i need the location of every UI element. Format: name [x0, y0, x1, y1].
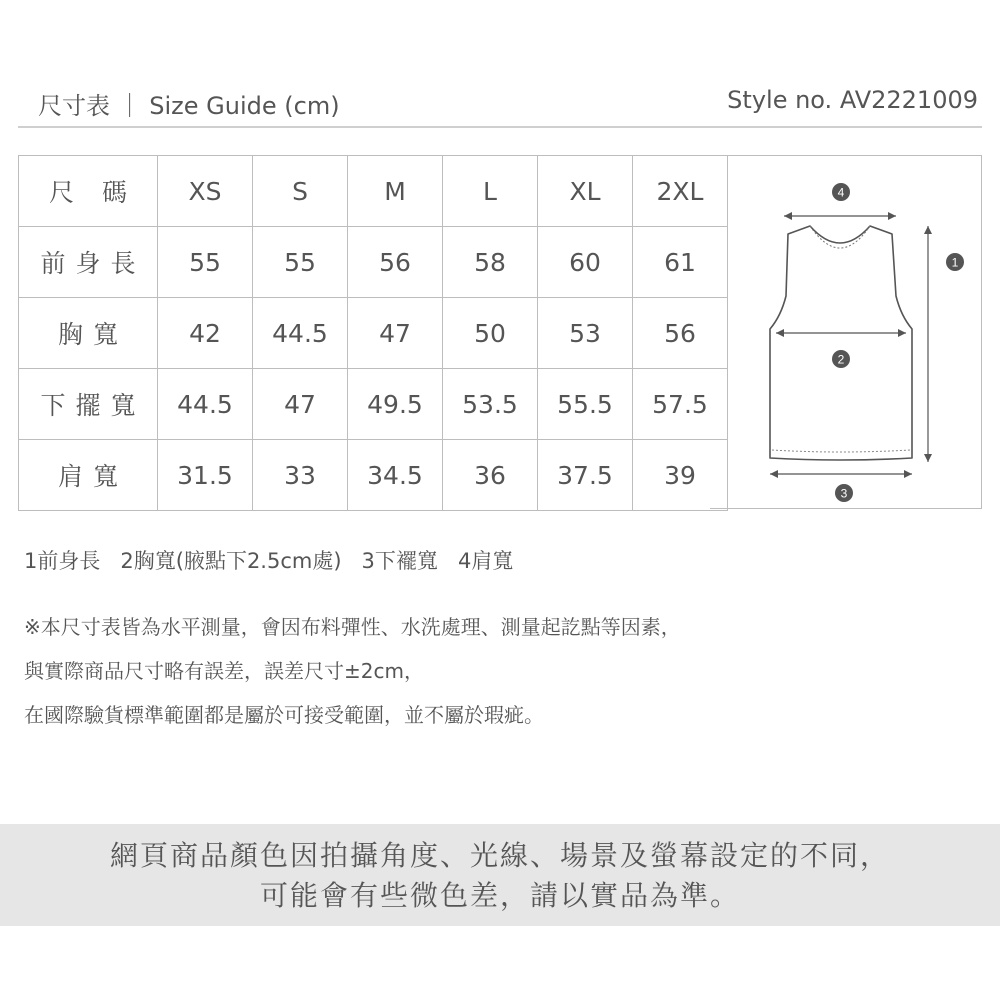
table-cell: 53.5: [443, 369, 538, 440]
row-label: 胸寬: [19, 298, 158, 369]
table-cell: 60: [538, 227, 633, 298]
tank-top-outline-icon: [710, 156, 982, 510]
table-cell: 47: [348, 298, 443, 369]
table-row: [19, 369, 728, 440]
table-cell: 39: [633, 440, 728, 511]
corner-header: 尺 碼: [19, 156, 158, 227]
table-cell: 47: [253, 369, 348, 440]
page-title: 尺寸表 ｜ Size Guide (cm): [38, 92, 340, 120]
table-cell: 37.5: [538, 440, 633, 511]
table-cell: 61: [633, 227, 728, 298]
table-header-row: [19, 156, 728, 227]
table-cell: 58: [443, 227, 538, 298]
row-label: 下擺寬: [19, 369, 158, 440]
table-cell: 42: [158, 298, 253, 369]
note-line: 在國際驗貨標準範圍都是屬於可接受範圍，並不屬於瑕疵。: [24, 703, 544, 727]
table-cell: 44.5: [158, 369, 253, 440]
table-row: [19, 227, 728, 298]
table-cell: 56: [633, 298, 728, 369]
banner-line: 可能會有些微色差，請以實品為準。: [259, 879, 740, 912]
table-cell: 57.5: [633, 369, 728, 440]
size-header: M: [348, 156, 443, 227]
banner-line: 網頁商品顏色因拍攝角度、光線、場景及螢幕設定的不同，: [109, 839, 890, 872]
marker-1-label: 1: [951, 255, 959, 270]
table-cell: 55.5: [538, 369, 633, 440]
size-header: S: [253, 156, 348, 227]
marker-3-label: 3: [840, 486, 848, 501]
table-cell: 34.5: [348, 440, 443, 511]
note-line: ※本尺寸表皆為水平測量，會因布料彈性、水洗處理、測量起訖點等因素，: [24, 615, 681, 639]
size-header: XS: [158, 156, 253, 227]
table-cell: 55: [158, 227, 253, 298]
notes: [24, 612, 681, 744]
header: [18, 84, 982, 128]
table-cell: 33: [253, 440, 348, 511]
style-number: Style no. AV2221009: [727, 86, 978, 114]
table-row: [19, 298, 728, 369]
table-cell: 44.5: [253, 298, 348, 369]
size-header: 2XL: [633, 156, 728, 227]
table-cell: 31.5: [158, 440, 253, 511]
note-line: 與實際商品尺寸略有誤差，誤差尺寸±2cm，: [24, 659, 424, 683]
size-header: XL: [538, 156, 633, 227]
measurement-legend: 1前身長 2胸寬(腋點下2.5cm處) 3下襬寬 4肩寬: [24, 549, 514, 573]
row-label: 前身長: [19, 227, 158, 298]
marker-2-label: 2: [837, 352, 845, 367]
table-cell: 56: [348, 227, 443, 298]
table-cell: 50: [443, 298, 538, 369]
table-cell: 36: [443, 440, 538, 511]
table-row: [19, 440, 728, 511]
size-table: [18, 155, 728, 511]
table-cell: 49.5: [348, 369, 443, 440]
size-header: L: [443, 156, 538, 227]
table-cell: 53: [538, 298, 633, 369]
table-cell: 55: [253, 227, 348, 298]
row-label: 肩寬: [19, 440, 158, 511]
measurement-diagram: [710, 155, 982, 509]
marker-4-label: 4: [837, 185, 845, 200]
color-disclaimer-banner: [0, 824, 1000, 926]
